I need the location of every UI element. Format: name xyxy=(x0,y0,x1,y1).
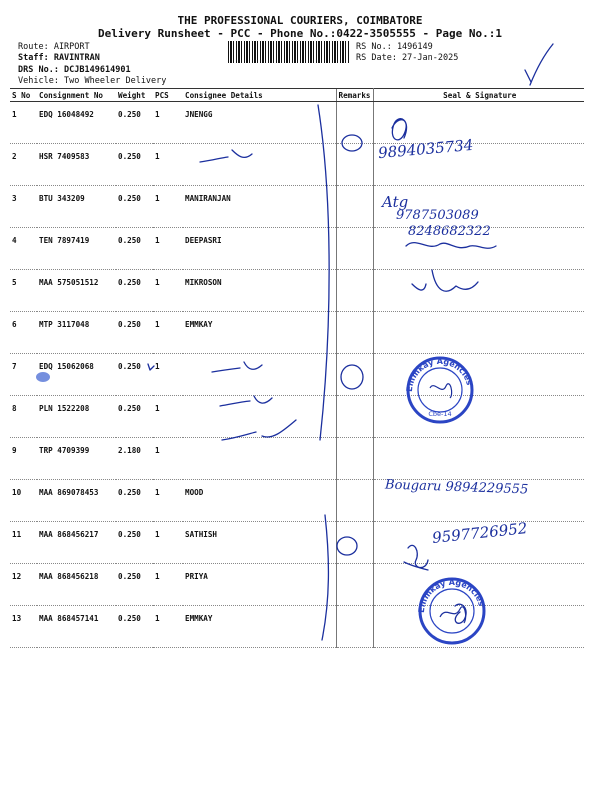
row-consignment-no: MAA 869078453 xyxy=(37,480,116,522)
svg-text:Emmkay Agencies xyxy=(405,357,474,392)
row-weight: 0.250 xyxy=(116,270,153,312)
signature-scribble xyxy=(406,243,496,249)
col-header-remarks: Remarks xyxy=(336,89,373,102)
signature-scribble xyxy=(392,119,407,140)
row-pcs: 1 xyxy=(153,102,183,144)
company-seal-stamp xyxy=(398,350,482,424)
runsheet-subtitle: Delivery Runsheet - PCC - Phone No.:0422-3505555 - Page No.:1 xyxy=(98,27,502,40)
row-consignment-no: MAA 575051512 xyxy=(37,270,116,312)
row-weight: 0.250 xyxy=(116,564,153,606)
row-sno: 7 xyxy=(10,354,37,396)
handwritten-phone: 9894035734 xyxy=(377,135,475,163)
row-pcs: 1 xyxy=(153,312,183,354)
row-pcs: 1 xyxy=(153,438,183,480)
row-pcs: 1 xyxy=(153,270,183,312)
row-consignee: EMMKAY xyxy=(183,312,336,354)
row-consignment-no: EDQ 15062068 xyxy=(37,354,116,396)
row-sno: 1 xyxy=(10,102,37,144)
row-consignment-no: MAA 868457141 xyxy=(37,606,116,648)
row-sno: 11 xyxy=(10,522,37,564)
row-consignee: MOOD xyxy=(183,480,336,522)
col-header-consignee: Consignee Details xyxy=(183,89,336,102)
row-pcs: 1 xyxy=(153,186,183,228)
row-weight: 0.250 xyxy=(116,606,153,648)
drs-number: DRS No.: DCJB149614901 xyxy=(18,65,131,75)
col-header-pcs: PCS xyxy=(153,89,183,102)
row-pcs: 1 xyxy=(153,606,183,648)
row-consignee: PRIYA xyxy=(183,564,336,606)
row-sno: 3 xyxy=(10,186,37,228)
row-consignee: DEEPASRI xyxy=(183,228,336,270)
handwritten-initials: Atg xyxy=(382,193,409,211)
row-pcs: 1 xyxy=(153,354,183,396)
row-consignment-no: BTU 343209 xyxy=(37,186,116,228)
vehicle-label: Vehicle: Two Wheeler Delivery xyxy=(18,76,167,86)
signature-scribble xyxy=(148,364,154,370)
row-consignment-no: MAA 868456218 xyxy=(37,564,116,606)
row-consignee: MANIRANJAN xyxy=(183,186,336,228)
row-weight: 0.250 xyxy=(116,228,153,270)
row-consignment-no: TRP 4709399 xyxy=(37,438,116,480)
row-consignment-no: MTP 3117048 xyxy=(37,312,116,354)
row-sno: 13 xyxy=(10,606,37,648)
row-consignment-no: PLN 1522208 xyxy=(37,396,116,438)
signature-scribble xyxy=(220,396,272,406)
staff-label: Staff: RAVINTRAN xyxy=(18,53,100,63)
row-sno: 12 xyxy=(10,564,37,606)
row-consignee: JNENGG xyxy=(183,102,336,144)
row-weight: 0.250 xyxy=(116,144,153,186)
row-consignment-no: MAA 868456217 xyxy=(37,522,116,564)
row-pcs: 1 xyxy=(153,564,183,606)
seal-bottom-text: Cbe-14 xyxy=(428,410,452,418)
remarks-circle-mark xyxy=(341,365,363,389)
row-pcs: 1 xyxy=(153,144,183,186)
row-weight: 0.250 xyxy=(116,522,153,564)
col-header-consignment: Consignment No xyxy=(37,89,116,102)
row-weight: 0.250 xyxy=(116,354,153,396)
row-consignee: EMMKAY xyxy=(183,606,336,648)
rs-number: RS No.: 1496149 xyxy=(356,42,433,52)
seal-top-text: Emmkay Agencies xyxy=(404,356,475,393)
rs-date: RS Date: 27-Jan-2025 xyxy=(356,53,459,63)
row-consignment-no: HSR 7409583 xyxy=(37,144,116,186)
row-pcs: 1 xyxy=(153,522,183,564)
signature-scribble xyxy=(212,362,262,372)
signature-scribble xyxy=(200,150,252,162)
col-header-weight: Weight xyxy=(116,89,153,102)
row-sno: 2 xyxy=(10,144,37,186)
row-pcs: 1 xyxy=(153,480,183,522)
row-sno: 10 xyxy=(10,480,37,522)
row-weight: 2.180 xyxy=(116,438,153,480)
svg-text:Emmkay Agencies xyxy=(417,578,486,613)
row-consignee: MIKROSON xyxy=(183,270,336,312)
row-consignee: SATHISH xyxy=(183,522,336,564)
corner-check-mark xyxy=(530,44,553,85)
seal-top-text: Emmkay Agencies xyxy=(416,577,487,614)
company-seal-stamp xyxy=(410,571,494,645)
row-sno: 9 xyxy=(10,438,37,480)
remarks-circle-mark xyxy=(337,537,357,555)
row-pcs: 1 xyxy=(153,228,183,270)
row-weight: 0.250 xyxy=(116,312,153,354)
row-consignment-no: EDQ 16048492 xyxy=(37,102,116,144)
row-weight: 0.250 xyxy=(116,396,153,438)
row-weight: 0.250 xyxy=(116,480,153,522)
row-sno: 6 xyxy=(10,312,37,354)
row-consignment-no: TEN 7897419 xyxy=(37,228,116,270)
row-pcs: 1 xyxy=(153,396,183,438)
row-sno: 5 xyxy=(10,270,37,312)
handwritten-phone: 9787503089 xyxy=(396,208,479,223)
col-header-seal: Seal & Signature xyxy=(373,89,584,102)
signature-scribble xyxy=(222,420,296,440)
row-sno: 8 xyxy=(10,396,37,438)
row-weight: 0.250 xyxy=(116,186,153,228)
handwritten-phone: 8248682322 xyxy=(408,224,491,239)
company-title: THE PROFESSIONAL COURIERS, COIMBATORE xyxy=(177,14,423,27)
remarks-margin-line xyxy=(318,105,329,440)
ink-smudge xyxy=(36,372,50,382)
handwritten-phone: 9597726952 xyxy=(431,519,529,547)
remarks-circle-mark xyxy=(342,135,362,151)
route-label: Route: AIRPORT xyxy=(18,42,90,52)
signature-scribble xyxy=(412,270,478,291)
signature-scribble xyxy=(404,545,428,570)
remarks-margin-line xyxy=(322,515,328,640)
handwritten-name-phone: Bougaru 9894229555 xyxy=(384,477,529,498)
row-weight: 0.250 xyxy=(116,102,153,144)
row-sno: 4 xyxy=(10,228,37,270)
col-header-sno: S No xyxy=(10,89,37,102)
